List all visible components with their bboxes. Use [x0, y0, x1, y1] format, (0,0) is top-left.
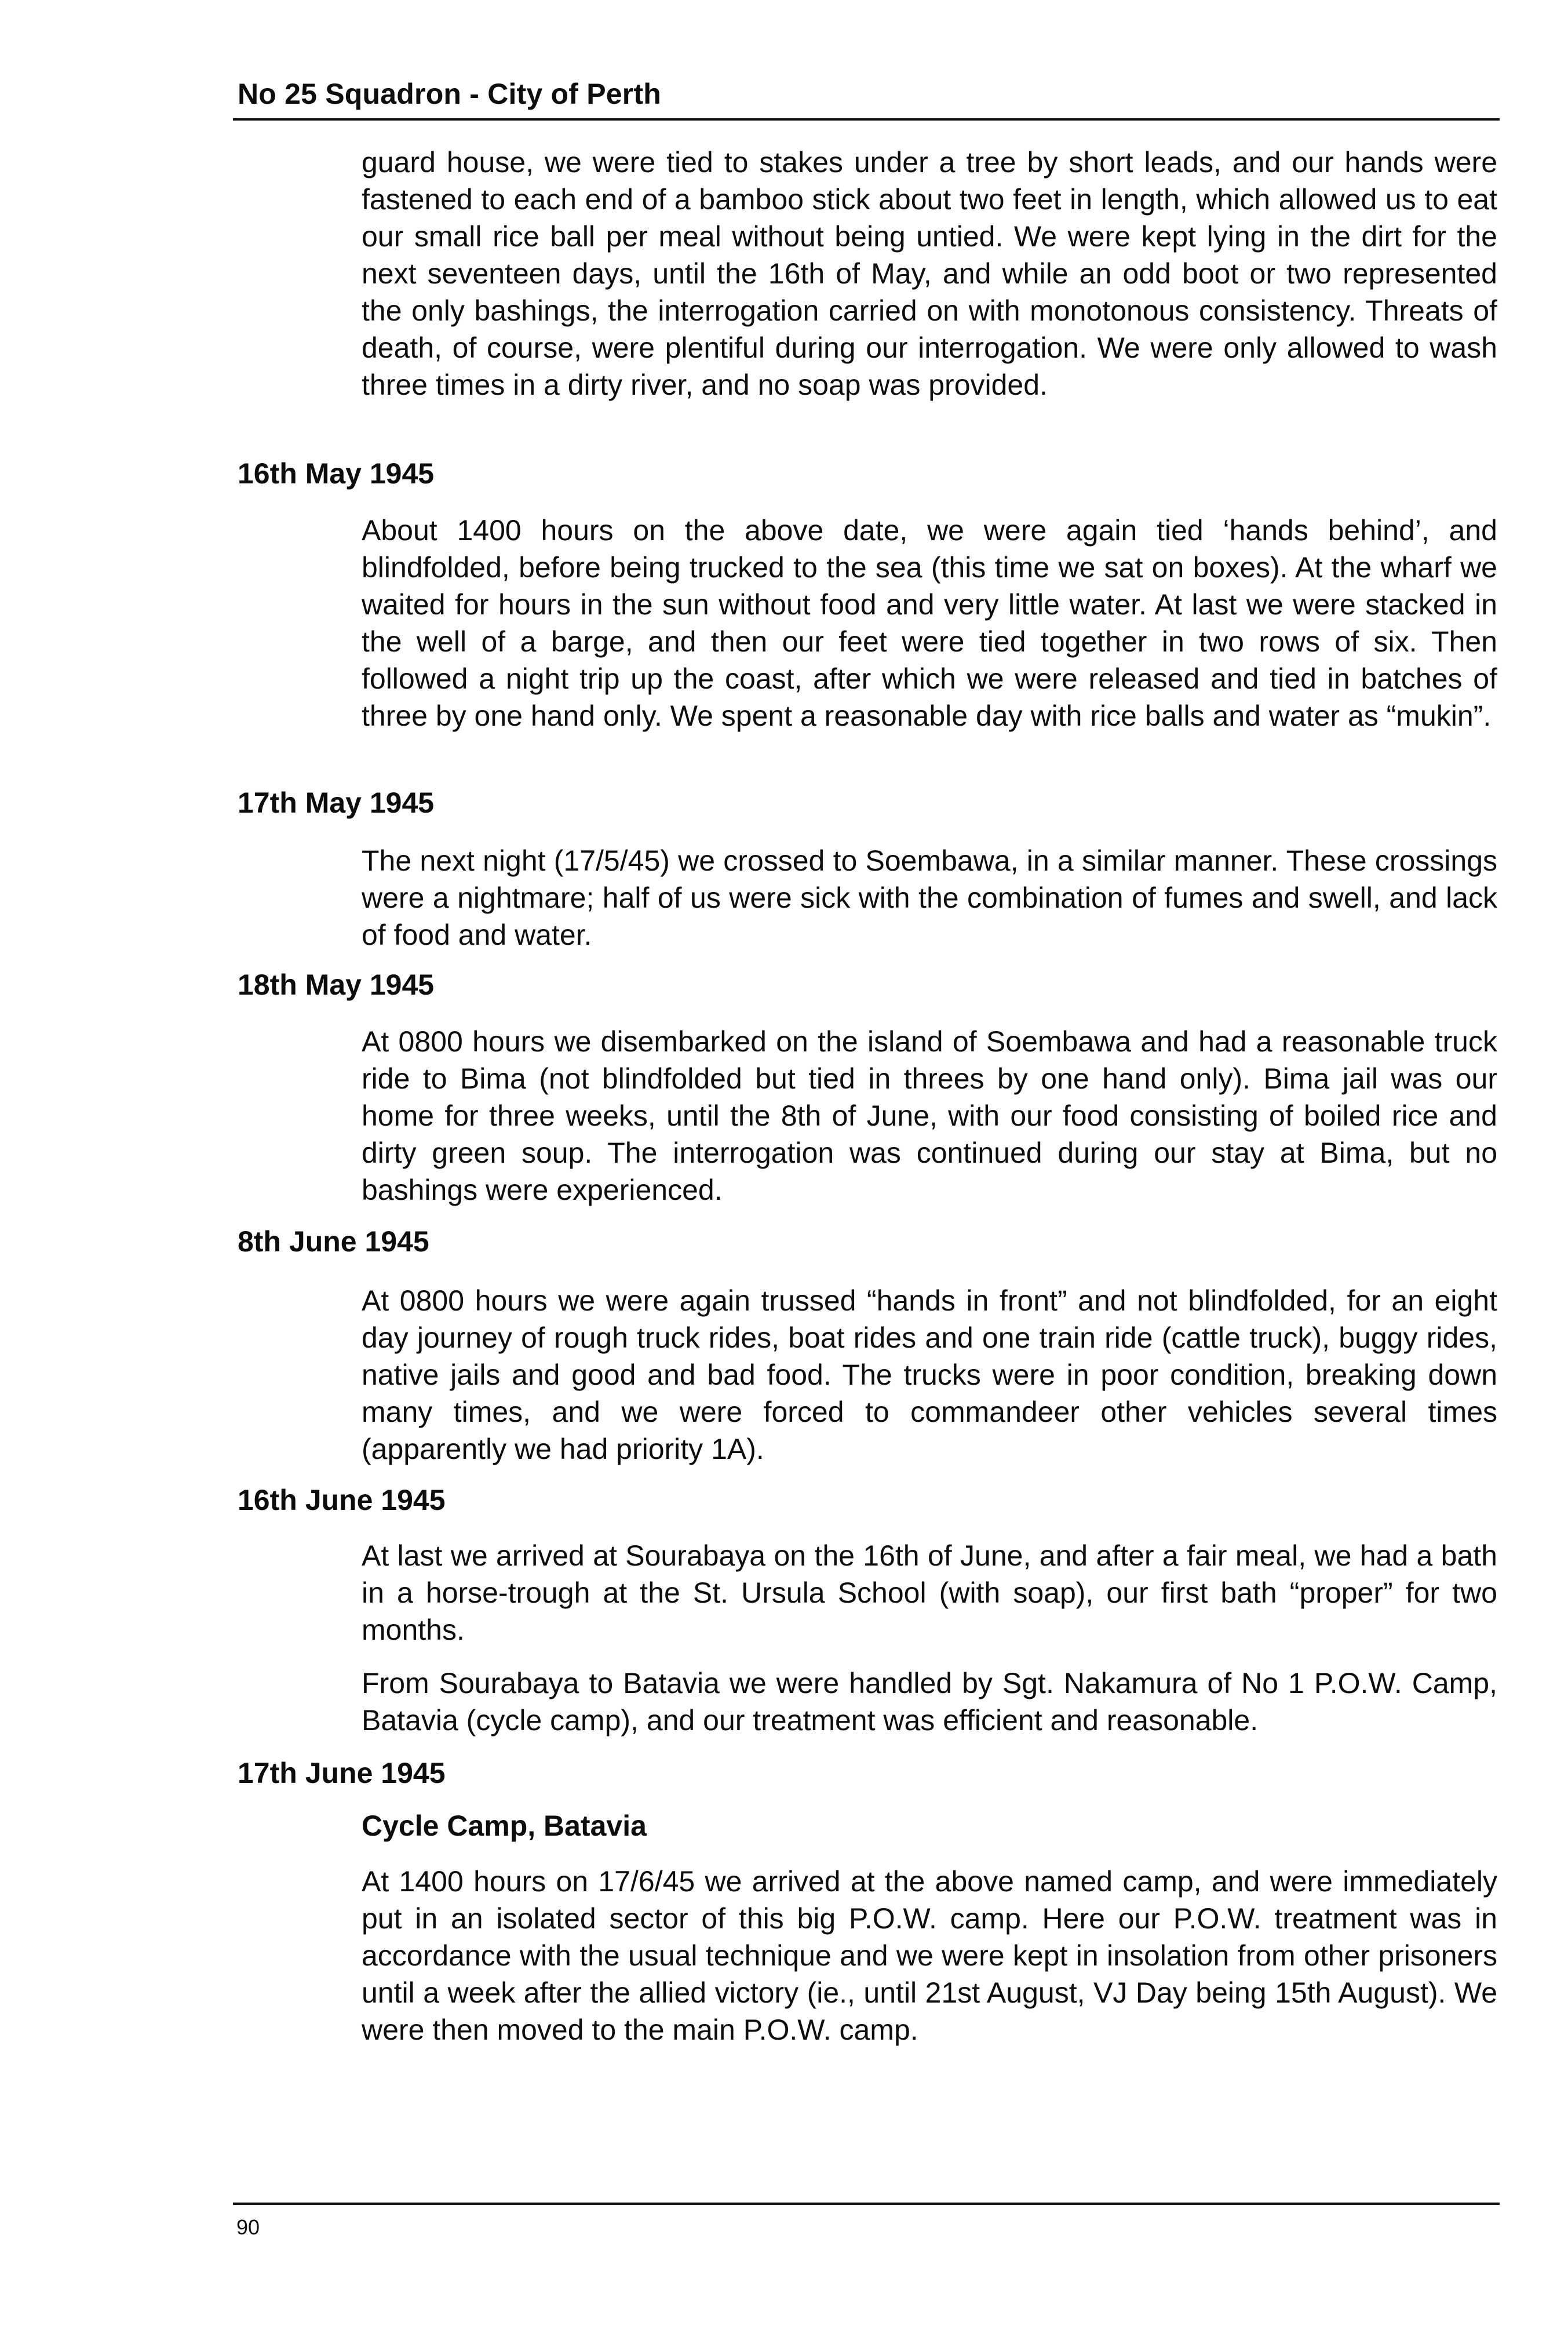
paragraph-16-may: About 1400 hours on the above date, we were again tied ‘hands behind’, and blindfolded, before being trucked to the sea (this time we sat on boxes). At the wharf we waited for hours in the sun without food and very little water. At last we were stacked in the well of a barge, and then our feet were tied together in two rows of six. Then followed a night trip up the coast, after which we were released and tied in batches of three by one hand only. We spent a reasonable day with rice balls and water as “mukin”. — [362, 514, 1497, 732]
page-header-title: No 25 Squadron - City of Perth — [238, 78, 662, 110]
date-heading-8-june: 8th June 1945 — [238, 1225, 429, 1258]
date-heading-17-may: 17th May 1945 — [238, 787, 435, 819]
paragraph-16-june-arrival: At last we arrived at Sourabaya on the 16th of June, and after a fair meal, we had a bath in a horse-trough at the St. Ursula School (with soap), our first bath “proper” for two months. — [362, 1539, 1497, 1646]
paragraph-17-may: The next night (17/5/45) we crossed to Soembawa, in a similar manner. These crossings were a nightmare; half of us were sick with the combination of fumes and swell, and lack of food and water. — [362, 844, 1497, 951]
paragraph-18-may: At 0800 hours we disembarked on the island of Soembawa and had a reasonable truck ride to Bima (not blindfolded but tied in threes by one hand only). Bima jail was our home for three weeks, until the 8th of June, with our food consisting of boiled rice and dirty green soup. The interrogation was continued during our stay at Bima, but no bashings were experienced. — [362, 1025, 1497, 1206]
date-heading-18-may: 18th May 1945 — [238, 969, 435, 1001]
paragraph-17-june: At 1400 hours on 17/6/45 we arrived at the above named camp, and were immediately put in an isolated sector of this big P.O.W. camp. Here our P.O.W. treatment was in accordance with the usual technique and we were kept in insolation from other prisoners until a week after the allied victory (ie., until 21st August, VJ Day being 15th August). We were then moved to the main P.O.W. camp. — [362, 1865, 1497, 2046]
page-number: 90 — [236, 2215, 260, 2239]
paragraph-16-june-transfer: From Sourabaya to Batavia we were handled by Sgt. Nakamura of No 1 P.O.W. Camp, Batavia (cycle camp), and our treatment was efficient and reasonable. — [362, 1667, 1497, 1737]
footer-divider — [233, 2203, 1500, 2205]
intro-paragraph: guard house, we were tied to stakes under a tree by short leads, and our hands were fastened to each end of a bamboo stick about two feet in length, which allowed us to eat our small rice ball per meal without being untied. We were kept lying in the dirt for the next seventeen days, until the 16th of May, and while an odd boot or two represented the only bashings, the interrogation carried on with monotonous consistency. Threats of death, of course, were plentiful during our interrogation. We were only allowed to wash three times in a dirty river, and no soap was provided. — [362, 146, 1497, 401]
header-divider — [233, 118, 1500, 121]
paragraph-8-june: At 0800 hours we were again trussed “hands in front” and not blindfolded, for an eight day journey of rough truck rides, boat rides and one train ride (cattle truck), buggy rides, native jails and good and bad food. The trucks were in poor condition, breaking down many times, and we were forced to commandeer other vehicles several times (apparently we had priority 1A). — [362, 1284, 1497, 1465]
subheading-cycle-camp: Cycle Camp, Batavia — [362, 1810, 647, 1842]
date-heading-16-june: 16th June 1945 — [238, 1484, 446, 1516]
date-heading-17-june: 17th June 1945 — [238, 1757, 446, 1789]
date-heading-16-may: 16th May 1945 — [238, 457, 435, 490]
